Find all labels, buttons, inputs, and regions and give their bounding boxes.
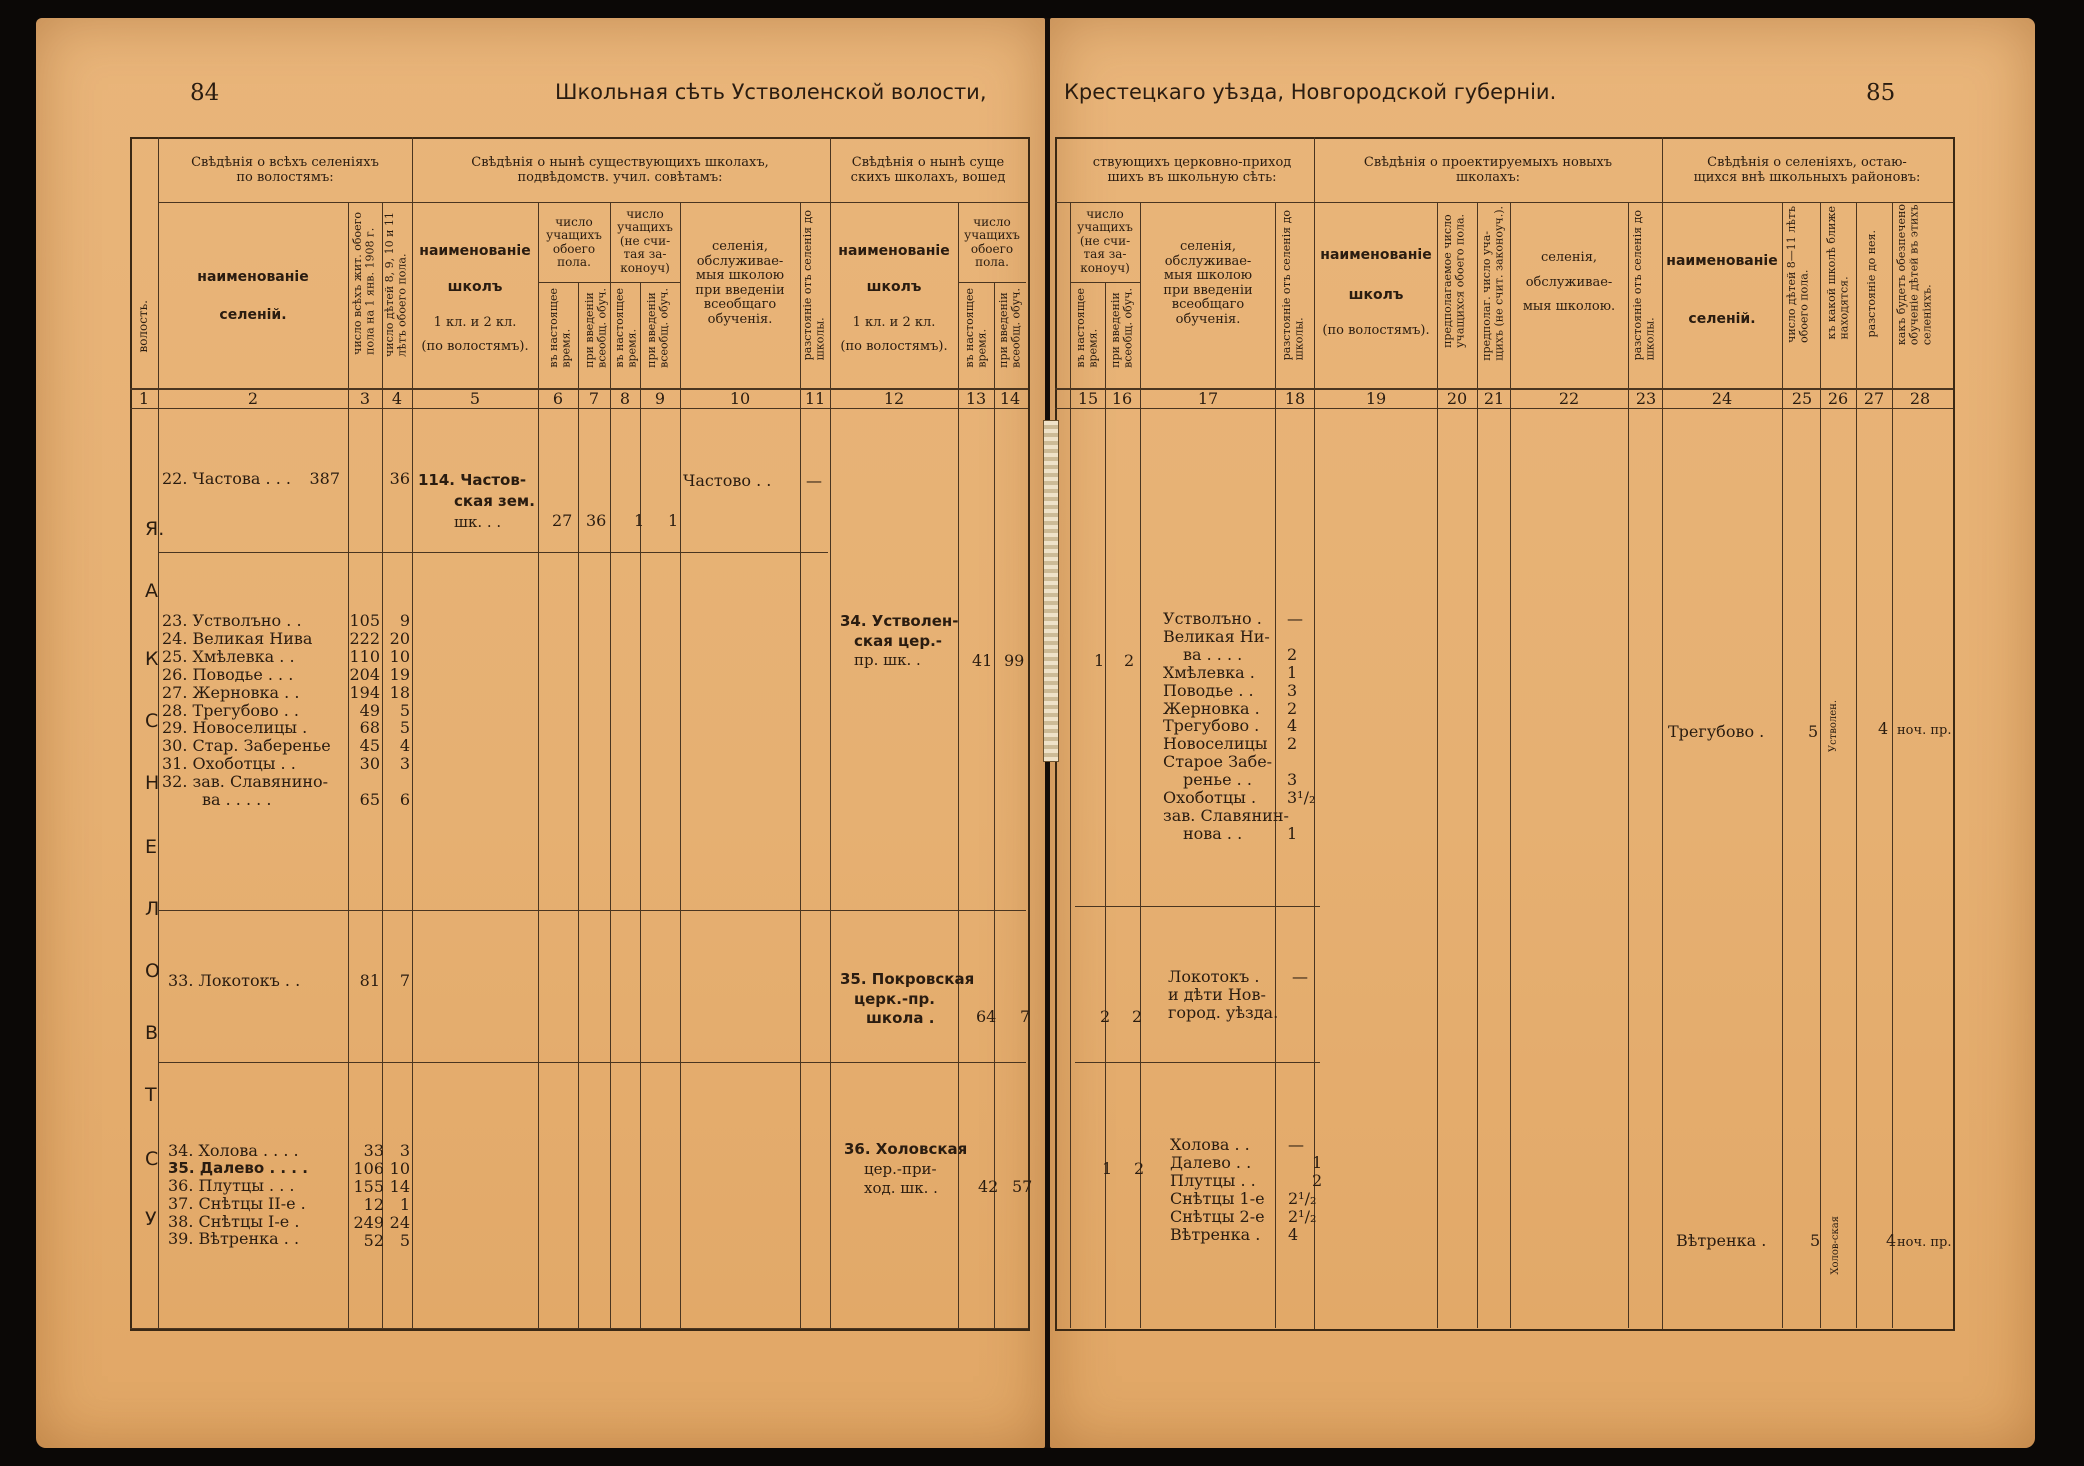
outside-nearest-school: Устволен. bbox=[1828, 700, 1839, 753]
col-number: 12 bbox=[883, 389, 905, 408]
village-pop: 49 bbox=[359, 700, 380, 720]
c15: 1 bbox=[1094, 651, 1105, 670]
distance: — bbox=[806, 471, 822, 490]
col10-header: селенія, обслуживае- мыя школою при введеніи всеобщаго обученія. bbox=[695, 239, 785, 327]
served-village: город. уѣзда. bbox=[1168, 1002, 1279, 1022]
served-village: нова . . bbox=[1183, 823, 1243, 843]
village-pop: 30 bbox=[359, 754, 380, 774]
distance: 3 bbox=[1287, 770, 1298, 790]
left-page-number: 84 bbox=[190, 80, 220, 106]
volost-letter: В bbox=[145, 1022, 159, 1044]
col-number: 8 bbox=[619, 389, 631, 408]
hrule bbox=[130, 1328, 1028, 1329]
village-pop: 194 bbox=[349, 682, 380, 702]
served-village: Жерновка . bbox=[1163, 698, 1260, 718]
served-village: Устволъно . bbox=[1163, 609, 1262, 628]
hrule bbox=[158, 1062, 1026, 1063]
c13: 42 bbox=[978, 1177, 999, 1196]
volost-letter: Т bbox=[145, 1084, 157, 1106]
village-name: 29. Новоселицы . bbox=[162, 718, 308, 738]
village-kids: 1 bbox=[399, 1194, 410, 1214]
village-name: 33. Локотокъ . . bbox=[168, 971, 301, 990]
village-kids: 3 bbox=[399, 754, 410, 774]
c14: 7 bbox=[1020, 1007, 1031, 1026]
distance: 2¹/₂ bbox=[1288, 1188, 1317, 1208]
col18-header: разстояніе отъ селенія до школы. bbox=[1280, 210, 1306, 361]
col-number: 25 bbox=[1791, 389, 1813, 408]
col-number: 18 bbox=[1284, 389, 1306, 408]
served-village: Старое Забе- bbox=[1163, 752, 1273, 772]
vrule bbox=[1437, 202, 1438, 1328]
village-name: 35. Далево . . . . bbox=[168, 1158, 308, 1177]
c7: 36 bbox=[586, 511, 607, 530]
zemstvo-school: 114. Частов- ская зем. шк. . . bbox=[418, 471, 535, 531]
col6-header: въ настоящее время. bbox=[547, 288, 573, 368]
title-left: Школьная сѣть Устволенской волости, bbox=[555, 80, 987, 104]
col-number: 19 bbox=[1365, 389, 1387, 408]
col-number: 9 bbox=[654, 389, 666, 408]
col12-header-kl: 1 кл. и 2 кл. bbox=[852, 315, 936, 330]
village-pop: 387 bbox=[309, 469, 340, 488]
village-name: 30. Стар. Заберенье bbox=[162, 736, 331, 756]
col17-header: селенія, обслуживае- мыя школою при введеніи всеобщаго обученія. bbox=[1163, 239, 1253, 327]
col-number: 1 bbox=[138, 389, 150, 408]
col12-header: наименованіе bbox=[838, 243, 950, 259]
c14: 57 bbox=[1012, 1177, 1033, 1196]
vrule bbox=[1477, 202, 1478, 1328]
served-village: Частово . . bbox=[683, 471, 772, 490]
village-name: 28. Трегубово . . bbox=[162, 700, 299, 720]
c16: 2 bbox=[1132, 1007, 1143, 1026]
served-village: Вѣтренка . bbox=[1170, 1224, 1261, 1244]
village-name: 27. Жерновка . . bbox=[162, 682, 300, 702]
village-name: 26. Поводье . . . bbox=[162, 664, 294, 684]
village-kids: 18 bbox=[389, 682, 410, 702]
served-village: Новоселицы bbox=[1163, 734, 1268, 754]
hrule bbox=[1055, 202, 1953, 203]
village-pop: 65 bbox=[359, 790, 380, 810]
col-number: 23 bbox=[1635, 389, 1657, 408]
col14-header: при введеніи всеобщ. обуч. bbox=[997, 288, 1023, 368]
volost-letter: Л bbox=[145, 898, 160, 920]
served-village: Охоботцы . bbox=[1163, 788, 1257, 808]
col-number: 4 bbox=[391, 389, 403, 408]
header-group2: Свѣдѣнія о нынѣ существующихъ школахъ, подвѣдомств. учил. совѣтамъ: bbox=[471, 155, 769, 185]
col21-header: предполаг. число уча- щихъ (не счит. законоуч.). bbox=[1480, 206, 1506, 361]
col-number: 22 bbox=[1558, 389, 1580, 408]
village-pop: 68 bbox=[359, 718, 380, 738]
served-village: Холова . . bbox=[1170, 1135, 1250, 1154]
header-group3a: Свѣдѣнія о нынѣ суще скихъ школахъ, вошед bbox=[850, 155, 1006, 185]
village-kids: 10 bbox=[389, 646, 410, 666]
col-number: 5 bbox=[469, 389, 481, 408]
outside-how: ноч. пр. bbox=[1897, 723, 1952, 738]
volost-letter: А bbox=[145, 580, 158, 602]
c16: 2 bbox=[1124, 651, 1135, 670]
village-pop: 249 bbox=[353, 1212, 384, 1232]
col4-header: число дѣтей 8, 9, 10 и 11 лѣтъ обоего пола. bbox=[383, 212, 409, 358]
col-number: 28 bbox=[1909, 389, 1931, 408]
col1-header: волость. bbox=[136, 300, 150, 353]
village-pop: 12 bbox=[363, 1194, 384, 1214]
col7-header: при введеніи всеобщ. обуч. bbox=[583, 288, 609, 368]
col-number: 14 bbox=[999, 389, 1021, 408]
church-school: 34. Устволен- ская цер.- пр. шк. . bbox=[840, 612, 959, 669]
volost-letter: У bbox=[145, 1208, 157, 1230]
outside-distance: 4 bbox=[1878, 719, 1889, 738]
village-kids: 14 bbox=[389, 1176, 410, 1196]
hrule bbox=[158, 910, 1026, 911]
header-group3b: ствующихъ церковно-приход шихъ въ школьную сѣть: bbox=[1092, 155, 1292, 185]
vrule bbox=[1856, 202, 1857, 1328]
village-name: 38. Снѣтцы I-е . bbox=[168, 1211, 300, 1231]
served-village: ва . . . . bbox=[1183, 644, 1243, 664]
kids-list bbox=[384, 1142, 410, 1249]
col5-header-kl: 1 кл. и 2 кл. bbox=[433, 315, 517, 330]
col5-header-sub: школъ bbox=[447, 279, 503, 295]
col11-header: разстояніе отъ селенія до школы. bbox=[801, 210, 827, 361]
col19-header-vol: (по волостямъ). bbox=[1322, 323, 1430, 338]
col19-header: наименованіе bbox=[1320, 247, 1432, 263]
hrule bbox=[158, 552, 828, 553]
served-list bbox=[1168, 968, 1278, 1022]
c13: 64 bbox=[976, 1007, 997, 1026]
col-number: 2 bbox=[247, 389, 259, 408]
col-number: 10 bbox=[729, 389, 751, 408]
village-name: 24. Великая Нива bbox=[162, 628, 313, 648]
served-village: ренье . . bbox=[1183, 770, 1252, 790]
col8-9-header: число учащихъ (не счи- тая за- коноуч) bbox=[617, 207, 673, 275]
village-name: 25. Хмѣлевка . . bbox=[162, 646, 295, 666]
church-school: 35. Покровская церк.-пр. школа . bbox=[840, 970, 975, 1027]
col13-14-header: число учащихъ обоего пола. bbox=[964, 215, 1020, 270]
outside-distance: 4 bbox=[1886, 1231, 1897, 1250]
served-village: Снѣтцы 1-е bbox=[1170, 1188, 1265, 1208]
hrule bbox=[1075, 1062, 1320, 1063]
pop-list bbox=[344, 1142, 384, 1249]
col-number: 20 bbox=[1446, 389, 1468, 408]
village-name: 31. Охоботцы . . bbox=[162, 754, 296, 774]
pop-list bbox=[344, 612, 380, 809]
served-list bbox=[1170, 1136, 1265, 1243]
col-number: 11 bbox=[804, 389, 826, 408]
col12-header-sub: школъ bbox=[866, 279, 922, 295]
village-name: 34. Холова . . . . bbox=[168, 1141, 299, 1160]
col5-header: наименованіе bbox=[419, 243, 531, 259]
c9: 1 bbox=[668, 511, 679, 530]
volost-letter: С bbox=[145, 710, 159, 732]
col-number: 15 bbox=[1077, 389, 1099, 408]
col13-header: въ настоящее время. bbox=[963, 288, 989, 368]
village-kids: 4 bbox=[399, 736, 410, 756]
distance: 2 bbox=[1287, 698, 1298, 718]
col5-header-vol: (по волостямъ). bbox=[421, 339, 529, 354]
volost-letter: Е bbox=[145, 836, 158, 858]
col27-header: разстояніе до нея. bbox=[1865, 230, 1878, 338]
served-dist-list bbox=[1287, 610, 1315, 843]
hrule bbox=[158, 202, 1028, 203]
col-number: 3 bbox=[359, 389, 371, 408]
village-kids: 5 bbox=[399, 700, 410, 720]
title-right: Крестецкаго уѣзда, Новгородской губерніи. bbox=[1064, 80, 1557, 104]
col24-header: наименованіе bbox=[1666, 253, 1778, 269]
served-dist-list bbox=[1288, 1136, 1322, 1243]
vrule bbox=[610, 202, 611, 1328]
c15: 2 bbox=[1100, 1007, 1111, 1026]
col23-header: разстояніе отъ селенія до школы. bbox=[1631, 210, 1657, 361]
village-pop: 52 bbox=[363, 1230, 384, 1250]
village-pop: 45 bbox=[359, 736, 380, 756]
hrule bbox=[538, 282, 680, 283]
header-group4: Свѣдѣнія о проектируемыхъ новыхъ школахъ: bbox=[1363, 155, 1613, 185]
distance: 3¹/₂ bbox=[1287, 788, 1316, 808]
served-village: и дѣти Нов- bbox=[1168, 984, 1266, 1004]
vrule bbox=[1662, 137, 1663, 1329]
village-name: 39. Вѣтренка . . bbox=[168, 1229, 300, 1249]
village-name: 23. Устволъно . . bbox=[162, 611, 302, 630]
col9-header: при введеніи всеобщ. обуч. bbox=[645, 288, 671, 368]
col25-header: число дѣтей 8—11 лѣтъ обоего пола. bbox=[1785, 206, 1811, 343]
hrule bbox=[130, 408, 1028, 409]
c13: 41 bbox=[972, 651, 993, 670]
village-pop: 222 bbox=[349, 628, 380, 648]
village-name: 37. Снѣтцы II-е . bbox=[168, 1193, 306, 1213]
distance: 4 bbox=[1287, 716, 1298, 736]
col15-16-header: число учащихъ (не счи- тая за- коноуч) bbox=[1077, 207, 1133, 275]
c6: 27 bbox=[552, 511, 573, 530]
col26-header: къ какой школѣ ближе находятся. bbox=[1825, 206, 1851, 340]
village-pop: 106 bbox=[353, 1158, 384, 1178]
volost-letter: К bbox=[145, 648, 159, 670]
col15-header: въ настоящее время. bbox=[1074, 288, 1100, 368]
col-number: 7 bbox=[588, 389, 600, 408]
col-number: 16 bbox=[1111, 389, 1133, 408]
village-pop: 33 bbox=[363, 1141, 384, 1160]
vrule bbox=[680, 202, 681, 1328]
outside-village: Вѣтренка . bbox=[1676, 1231, 1767, 1250]
vrule bbox=[578, 282, 579, 1328]
village-kids: 10 bbox=[389, 1158, 410, 1178]
village-kids: 20 bbox=[389, 628, 410, 648]
c16: 2 bbox=[1134, 1159, 1145, 1178]
col6-7-header: число учащихъ обоего пола. bbox=[546, 215, 602, 270]
col12-header-vol: (по волостямъ). bbox=[840, 339, 948, 354]
village-name: 22. Частова . . . bbox=[162, 469, 291, 488]
outside-kids: 5 bbox=[1808, 722, 1819, 741]
distance: — bbox=[1292, 967, 1308, 986]
village-kids: 7 bbox=[399, 971, 410, 990]
vrule bbox=[1070, 202, 1071, 1328]
distance: 2¹/₂ bbox=[1288, 1206, 1317, 1226]
kids-list bbox=[384, 612, 410, 809]
village-kids: 24 bbox=[389, 1212, 410, 1232]
col2-header-sub: селеній. bbox=[219, 307, 287, 323]
village-name: 32. зав. Славянино- bbox=[162, 772, 329, 792]
distance: 1 bbox=[1287, 823, 1298, 843]
vrule bbox=[1628, 202, 1629, 1328]
col3-header: число всѣхъ жит. обоего пола на 1 янв. 1908 г. bbox=[351, 212, 377, 355]
village-kids: 3 bbox=[399, 1141, 410, 1160]
vrule bbox=[830, 137, 831, 1329]
village-pop: 81 bbox=[359, 971, 380, 990]
distance: 4 bbox=[1288, 1224, 1299, 1244]
served-village: Далево . . bbox=[1170, 1152, 1252, 1172]
col-number: 27 bbox=[1863, 389, 1885, 408]
col20-header: предполагаемое число учащихся обоего пола. bbox=[1441, 214, 1467, 348]
col28-header: какъ будетъ обезпечено обученіе дѣтей въ этихъ селеніяхъ. bbox=[1895, 204, 1934, 346]
outside-kids: 5 bbox=[1810, 1231, 1821, 1250]
binding-thread bbox=[1043, 420, 1059, 762]
col-number: 24 bbox=[1711, 389, 1733, 408]
header-group5: Свѣдѣнія о селеніяхъ, остаю- щихся внѣ школьныхъ районовъ: bbox=[1693, 155, 1921, 185]
served-village: Поводье . . bbox=[1163, 680, 1254, 700]
col2-header: наименованіе bbox=[197, 269, 309, 285]
outside-how: ноч. пр. bbox=[1897, 1235, 1952, 1250]
volost-letter: С bbox=[145, 1148, 159, 1170]
distance: — bbox=[1288, 1135, 1304, 1154]
col22-header: селенія, обслуживае- мыя школою. bbox=[1522, 250, 1616, 315]
village-pop: 155 bbox=[353, 1176, 384, 1196]
c15: 1 bbox=[1102, 1159, 1113, 1178]
distance: 2 bbox=[1287, 734, 1298, 754]
village-pop: 204 bbox=[349, 664, 380, 684]
vrule bbox=[1892, 202, 1893, 1328]
served-village: Трегубово . bbox=[1163, 716, 1260, 736]
served-list bbox=[1163, 610, 1289, 843]
village-kids: 9 bbox=[399, 611, 410, 630]
outside-village: Трегубово . bbox=[1668, 722, 1765, 741]
col-number: 17 bbox=[1197, 389, 1219, 408]
village-pop: 105 bbox=[349, 611, 380, 630]
served-village: Хмѣлевка . bbox=[1163, 662, 1255, 682]
vrule bbox=[800, 202, 801, 1328]
vrule bbox=[412, 137, 413, 1329]
vrule bbox=[994, 282, 995, 1328]
volost-letter: О bbox=[145, 960, 160, 982]
col8-header: въ настоящее время. bbox=[613, 288, 639, 368]
village-kids: 36 bbox=[389, 469, 410, 488]
village-kids: 5 bbox=[399, 718, 410, 738]
village-list bbox=[162, 612, 331, 809]
village-list bbox=[168, 1142, 308, 1248]
served-village: Локотокъ . bbox=[1168, 967, 1260, 986]
volost-letter: Я. bbox=[145, 518, 165, 540]
header-group1: Свѣдѣнія о всѣхъ селеніяхъ по волостямъ: bbox=[191, 155, 379, 185]
col-number: 6 bbox=[552, 389, 564, 408]
village-kids: 5 bbox=[399, 1230, 410, 1250]
vrule bbox=[640, 282, 641, 1328]
distance: 1 bbox=[1312, 1152, 1323, 1172]
outside-nearest-school: Холов-ская bbox=[1830, 1216, 1841, 1275]
vrule bbox=[1510, 202, 1511, 1328]
distance: 2 bbox=[1287, 644, 1298, 664]
distance: 1 bbox=[1287, 662, 1298, 682]
distance: — bbox=[1287, 609, 1303, 628]
distance: 2 bbox=[1312, 1170, 1323, 1190]
village-name: 36. Плутцы . . . bbox=[168, 1175, 295, 1195]
served-village: Великая Ни- bbox=[1163, 626, 1270, 646]
village-kids: 6 bbox=[399, 790, 410, 810]
served-village: Снѣтцы 2-е bbox=[1170, 1206, 1265, 1226]
village-pop: 110 bbox=[349, 646, 380, 666]
c14: 99 bbox=[1004, 651, 1025, 670]
distance: 3 bbox=[1287, 680, 1298, 700]
vrule bbox=[1782, 202, 1783, 1328]
village-name: ва . . . . . bbox=[202, 790, 272, 810]
vrule bbox=[538, 202, 539, 1328]
right-page-number: 85 bbox=[1866, 80, 1896, 106]
col-number: 21 bbox=[1483, 389, 1505, 408]
vrule bbox=[1820, 202, 1821, 1328]
col16-header: при введеніи всеобщ. обуч. bbox=[1109, 288, 1135, 368]
col24-header-sub: селеній. bbox=[1688, 311, 1756, 327]
served-village: зав. Славянин- bbox=[1163, 805, 1289, 825]
c8: 1 bbox=[634, 511, 645, 530]
col-number: 26 bbox=[1827, 389, 1849, 408]
served-village: Плутцы . . bbox=[1170, 1170, 1256, 1190]
village-kids: 19 bbox=[389, 664, 410, 684]
hrule bbox=[1055, 408, 1953, 409]
col19-header-sub: школъ bbox=[1348, 287, 1404, 303]
col-number: 13 bbox=[965, 389, 987, 408]
church-school: 36. Холовская цер.-при- ход. шк. . bbox=[844, 1140, 968, 1197]
hrule bbox=[1075, 906, 1320, 907]
volost-letter: Н bbox=[145, 772, 160, 794]
hrule bbox=[958, 282, 1026, 283]
